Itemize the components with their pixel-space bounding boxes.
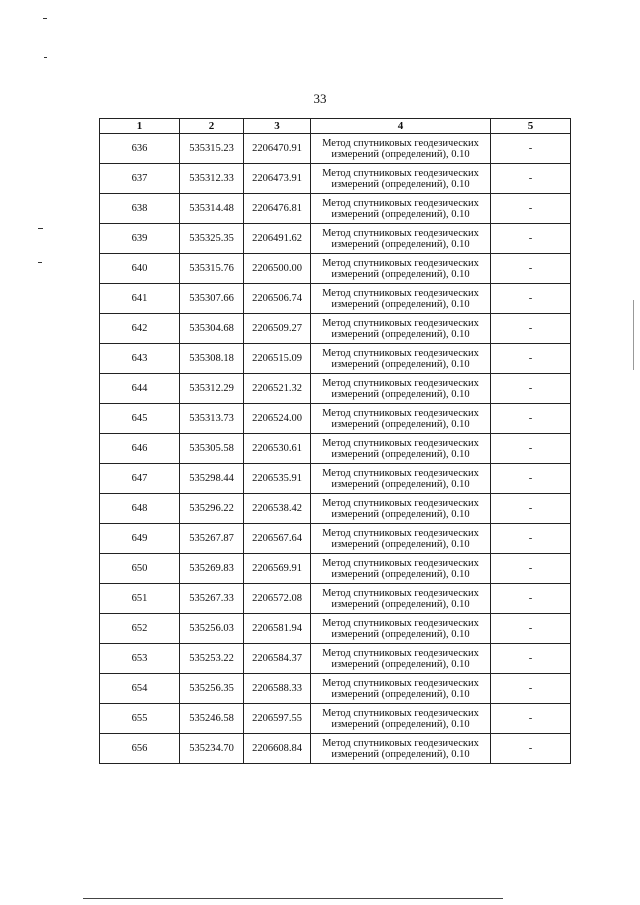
y-coordinate-cell: 2206597.55 (244, 704, 311, 734)
scan-speck (38, 262, 42, 263)
table-row (100, 584, 571, 614)
note-cell: - (491, 554, 571, 584)
note-cell: - (491, 134, 571, 164)
method-cell (311, 734, 491, 764)
method-line-1: Метод спутниковых геодезических (322, 257, 479, 269)
method-cell (311, 284, 491, 314)
method-line-1: Метод спутниковых геодезических (322, 167, 479, 179)
note-cell: - (491, 674, 571, 704)
x-coordinate-cell: 535307.66 (180, 284, 244, 314)
point-number-cell: 653 (100, 644, 180, 674)
method-cell (311, 194, 491, 224)
x-coordinate-cell: 535312.29 (180, 374, 244, 404)
x-coordinate-cell: 535298.44 (180, 464, 244, 494)
x-coordinate-cell: 535315.23 (180, 134, 244, 164)
method-line-1: Метод спутниковых геодезических (322, 197, 479, 209)
table-row (100, 284, 571, 314)
y-coordinate-cell: 2206530.61 (244, 434, 311, 464)
method-line-1: Метод спутниковых геодезических (322, 707, 479, 719)
point-number-cell: 654 (100, 674, 180, 704)
table-row (100, 524, 571, 554)
table-row (100, 194, 571, 224)
method-cell (311, 134, 491, 164)
note-cell: - (491, 734, 571, 764)
point-number-cell: 652 (100, 614, 180, 644)
method-line-2: измерений (определений), 0.10 (331, 418, 470, 430)
scan-edge-line (633, 300, 634, 370)
note-cell: - (491, 434, 571, 464)
table-row (100, 674, 571, 704)
x-coordinate-cell: 535256.03 (180, 614, 244, 644)
y-coordinate-cell: 2206491.62 (244, 224, 311, 254)
point-number-cell: 649 (100, 524, 180, 554)
y-coordinate-cell: 2206538.42 (244, 494, 311, 524)
method-line-1: Метод спутниковых геодезических (322, 647, 479, 659)
method-line-2: измерений (определений), 0.10 (331, 238, 470, 250)
method-line-2: измерений (определений), 0.10 (331, 598, 470, 610)
note-cell: - (491, 704, 571, 734)
method-line-2: измерений (определений), 0.10 (331, 748, 470, 760)
note-cell: - (491, 404, 571, 434)
table-row (100, 704, 571, 734)
method-line-1: Метод спутниковых геодезических (322, 497, 479, 509)
point-number-cell: 644 (100, 374, 180, 404)
x-coordinate-cell: 535304.68 (180, 314, 244, 344)
method-line-2: измерений (определений), 0.10 (331, 328, 470, 340)
method-cell (311, 374, 491, 404)
method-line-1: Метод спутниковых геодезических (322, 677, 479, 689)
method-line-1: Метод спутниковых геодезических (322, 137, 479, 149)
method-line-1: Метод спутниковых геодезических (322, 737, 479, 749)
note-cell: - (491, 314, 571, 344)
method-line-1: Метод спутниковых геодезических (322, 467, 479, 479)
table-row (100, 404, 571, 434)
point-number-cell: 647 (100, 464, 180, 494)
note-cell: - (491, 194, 571, 224)
table-header-row (100, 119, 571, 134)
table-row (100, 344, 571, 374)
method-cell (311, 554, 491, 584)
x-coordinate-cell: 535312.33 (180, 164, 244, 194)
x-coordinate-cell: 535314.48 (180, 194, 244, 224)
method-line-2: измерений (определений), 0.10 (331, 298, 470, 310)
method-line-2: измерений (определений), 0.10 (331, 478, 470, 490)
table-row (100, 554, 571, 584)
note-cell: - (491, 344, 571, 374)
table-row (100, 224, 571, 254)
y-coordinate-cell: 2206524.00 (244, 404, 311, 434)
x-coordinate-cell: 535269.83 (180, 554, 244, 584)
note-cell: - (491, 644, 571, 674)
y-coordinate-cell: 2206608.84 (244, 734, 311, 764)
y-coordinate-cell: 2206588.33 (244, 674, 311, 704)
method-line-2: измерений (определений), 0.10 (331, 508, 470, 520)
y-coordinate-cell: 2206584.37 (244, 644, 311, 674)
method-line-2: измерений (определений), 0.10 (331, 208, 470, 220)
method-line-2: измерений (определений), 0.10 (331, 178, 470, 190)
method-cell (311, 494, 491, 524)
method-line-2: измерений (определений), 0.10 (331, 268, 470, 280)
point-number-cell: 645 (100, 404, 180, 434)
column-header: 3 (244, 119, 311, 134)
method-line-2: измерений (определений), 0.10 (331, 658, 470, 670)
method-cell (311, 254, 491, 284)
point-number-cell: 639 (100, 224, 180, 254)
method-line-1: Метод спутниковых геодезических (322, 527, 479, 539)
table-row (100, 374, 571, 404)
y-coordinate-cell: 2206515.09 (244, 344, 311, 374)
y-coordinate-cell: 2206476.81 (244, 194, 311, 224)
method-line-1: Метод спутниковых геодезических (322, 437, 479, 449)
method-line-1: Метод спутниковых геодезических (322, 407, 479, 419)
y-coordinate-cell: 2206567.64 (244, 524, 311, 554)
coordinates-table (99, 118, 571, 764)
x-coordinate-cell: 535246.58 (180, 704, 244, 734)
note-cell: - (491, 524, 571, 554)
table-row (100, 614, 571, 644)
x-coordinate-cell: 535267.87 (180, 524, 244, 554)
method-cell (311, 464, 491, 494)
scan-speck (38, 228, 43, 229)
point-number-cell: 656 (100, 734, 180, 764)
method-line-2: измерений (определений), 0.10 (331, 688, 470, 700)
method-line-1: Метод спутниковых геодезических (322, 377, 479, 389)
method-line-2: измерений (определений), 0.10 (331, 148, 470, 160)
x-coordinate-cell: 535315.76 (180, 254, 244, 284)
scan-speck (44, 57, 47, 58)
table-body (100, 134, 571, 764)
table-row (100, 494, 571, 524)
table-row (100, 314, 571, 344)
column-header: 1 (100, 119, 180, 134)
y-coordinate-cell: 2206473.91 (244, 164, 311, 194)
scan-speck (43, 18, 47, 19)
point-number-cell: 641 (100, 284, 180, 314)
x-coordinate-cell: 535256.35 (180, 674, 244, 704)
method-cell (311, 434, 491, 464)
method-cell (311, 524, 491, 554)
note-cell: - (491, 254, 571, 284)
y-coordinate-cell: 2206500.00 (244, 254, 311, 284)
point-number-cell: 655 (100, 704, 180, 734)
x-coordinate-cell: 535234.70 (180, 734, 244, 764)
y-coordinate-cell: 2206470.91 (244, 134, 311, 164)
y-coordinate-cell: 2206572.08 (244, 584, 311, 614)
table-row (100, 644, 571, 674)
method-cell (311, 404, 491, 434)
point-number-cell: 646 (100, 434, 180, 464)
method-line-2: измерений (определений), 0.10 (331, 568, 470, 580)
y-coordinate-cell: 2206506.74 (244, 284, 311, 314)
method-line-2: измерений (определений), 0.10 (331, 358, 470, 370)
page-number: 33 (313, 91, 327, 106)
note-cell: - (491, 584, 571, 614)
method-cell (311, 164, 491, 194)
table-row (100, 134, 571, 164)
note-cell: - (491, 224, 571, 254)
method-line-2: измерений (определений), 0.10 (331, 388, 470, 400)
note-cell: - (491, 464, 571, 494)
method-line-2: измерений (определений), 0.10 (331, 628, 470, 640)
table-row (100, 434, 571, 464)
method-line-1: Метод спутниковых геодезических (322, 287, 479, 299)
point-number-cell: 638 (100, 194, 180, 224)
method-cell (311, 674, 491, 704)
x-coordinate-cell: 535325.35 (180, 224, 244, 254)
column-header: 4 (311, 119, 491, 134)
method-line-2: измерений (определений), 0.10 (331, 448, 470, 460)
method-line-2: измерений (определений), 0.10 (331, 718, 470, 730)
bottom-rule (83, 898, 503, 899)
method-cell (311, 704, 491, 734)
method-cell (311, 584, 491, 614)
column-header: 5 (491, 119, 571, 134)
table-row (100, 254, 571, 284)
point-number-cell: 643 (100, 344, 180, 374)
method-cell (311, 614, 491, 644)
method-cell (311, 344, 491, 374)
method-line-1: Метод спутниковых геодезических (322, 617, 479, 629)
point-number-cell: 651 (100, 584, 180, 614)
x-coordinate-cell: 535253.22 (180, 644, 244, 674)
method-cell (311, 224, 491, 254)
column-header: 2 (180, 119, 244, 134)
y-coordinate-cell: 2206509.27 (244, 314, 311, 344)
x-coordinate-cell: 535267.33 (180, 584, 244, 614)
table-row (100, 464, 571, 494)
note-cell: - (491, 164, 571, 194)
note-cell: - (491, 614, 571, 644)
point-number-cell: 637 (100, 164, 180, 194)
note-cell: - (491, 494, 571, 524)
point-number-cell: 640 (100, 254, 180, 284)
method-line-2: измерений (определений), 0.10 (331, 538, 470, 550)
method-line-1: Метод спутниковых геодезических (322, 227, 479, 239)
x-coordinate-cell: 535313.73 (180, 404, 244, 434)
point-number-cell: 636 (100, 134, 180, 164)
y-coordinate-cell: 2206535.91 (244, 464, 311, 494)
y-coordinate-cell: 2206581.94 (244, 614, 311, 644)
y-coordinate-cell: 2206521.32 (244, 374, 311, 404)
method-line-1: Метод спутниковых геодезических (322, 587, 479, 599)
table-row (100, 734, 571, 764)
point-number-cell: 642 (100, 314, 180, 344)
x-coordinate-cell: 535305.58 (180, 434, 244, 464)
x-coordinate-cell: 535296.22 (180, 494, 244, 524)
method-cell (311, 314, 491, 344)
method-line-1: Метод спутниковых геодезических (322, 317, 479, 329)
point-number-cell: 650 (100, 554, 180, 584)
y-coordinate-cell: 2206569.91 (244, 554, 311, 584)
method-line-1: Метод спутниковых геодезических (322, 557, 479, 569)
method-line-1: Метод спутниковых геодезических (322, 347, 479, 359)
x-coordinate-cell: 535308.18 (180, 344, 244, 374)
table-row (100, 164, 571, 194)
point-number-cell: 648 (100, 494, 180, 524)
note-cell: - (491, 374, 571, 404)
note-cell: - (491, 284, 571, 314)
method-cell (311, 644, 491, 674)
